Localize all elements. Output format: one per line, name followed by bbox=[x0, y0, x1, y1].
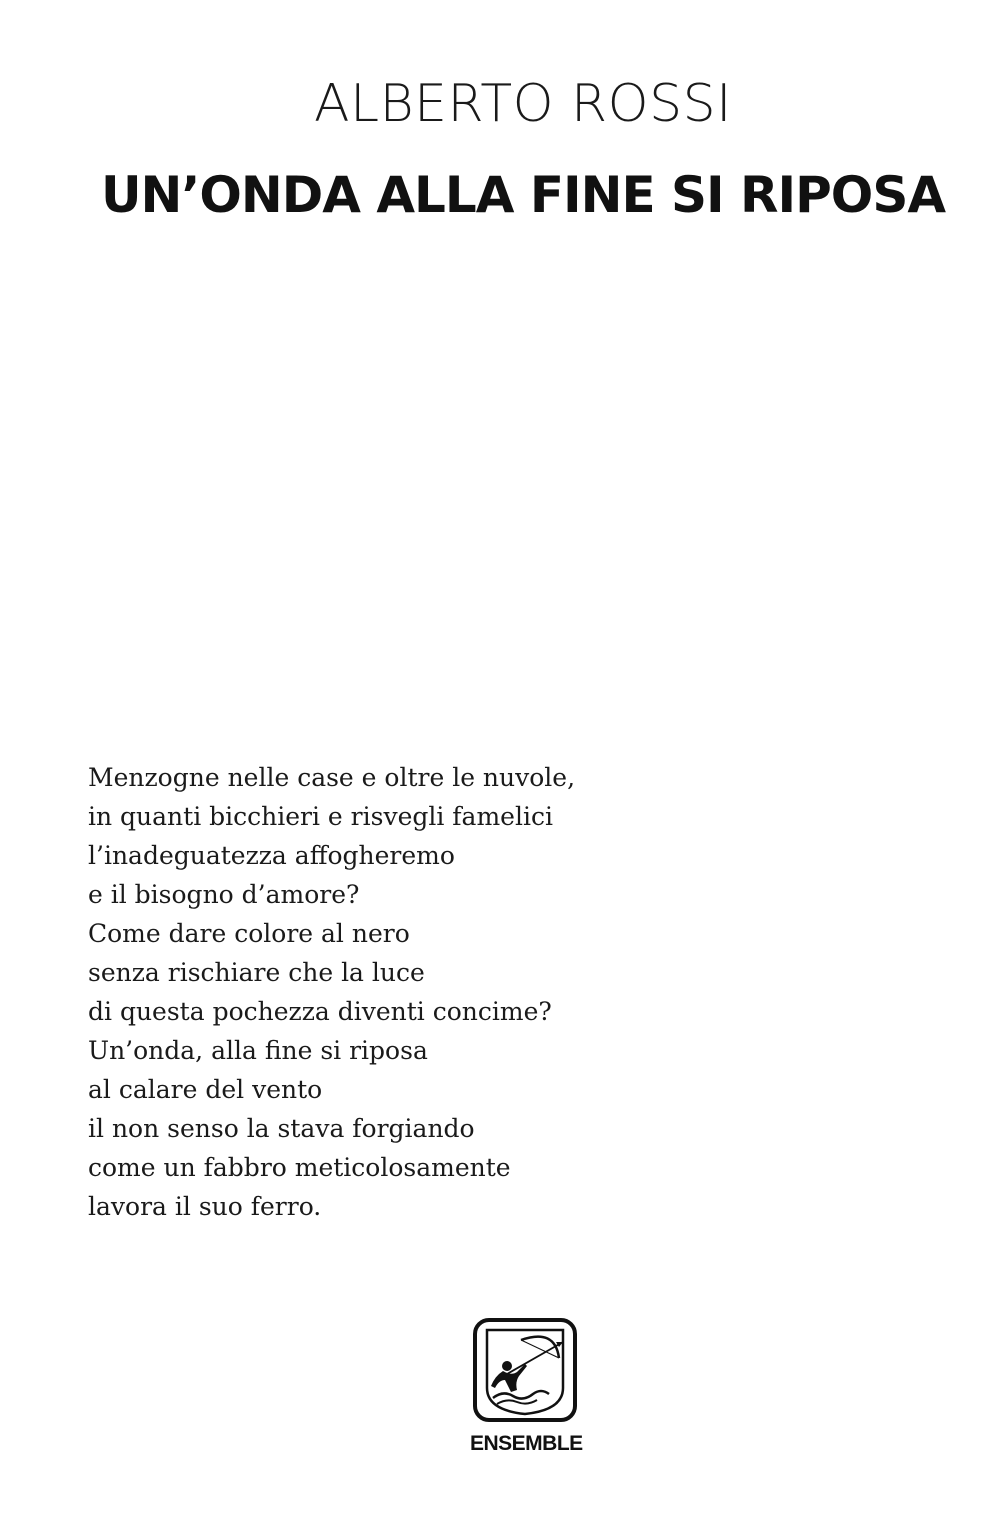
poem-line: Come dare colore al nero bbox=[88, 919, 410, 948]
poem-line: come un fabbro meticolosamente bbox=[88, 1153, 511, 1182]
poem bbox=[88, 758, 688, 1226]
poem-line: di questa pochezza diventi concime? bbox=[88, 997, 552, 1026]
poem-line: l’inadeguatezza affogheremo bbox=[88, 841, 455, 870]
author-name: ALBERTO ROSSI bbox=[314, 74, 732, 134]
archer-logo-icon bbox=[473, 1318, 577, 1422]
publisher-name: ENSEMBLE bbox=[470, 1432, 583, 1455]
poem-line: e il bisogno d’amore? bbox=[88, 880, 360, 909]
poem-line: Menzogne nelle case e oltre le nuvole, bbox=[88, 763, 576, 792]
poem-line: lavora il suo ferro. bbox=[88, 1192, 322, 1221]
poem-line: il non senso la stava forgiando bbox=[88, 1114, 475, 1143]
poem-line: senza rischiare che la luce bbox=[88, 958, 425, 987]
poem-line: al calare del vento bbox=[88, 1075, 323, 1104]
publisher-logo bbox=[470, 1318, 583, 1456]
poem-line: in quanti bicchieri e risvegli famelici bbox=[88, 802, 553, 831]
poem-line: Un’onda, alla fine si riposa bbox=[88, 1036, 428, 1065]
book-title: UN’ONDA ALLA FINE SI RIPOSA bbox=[100, 166, 946, 224]
